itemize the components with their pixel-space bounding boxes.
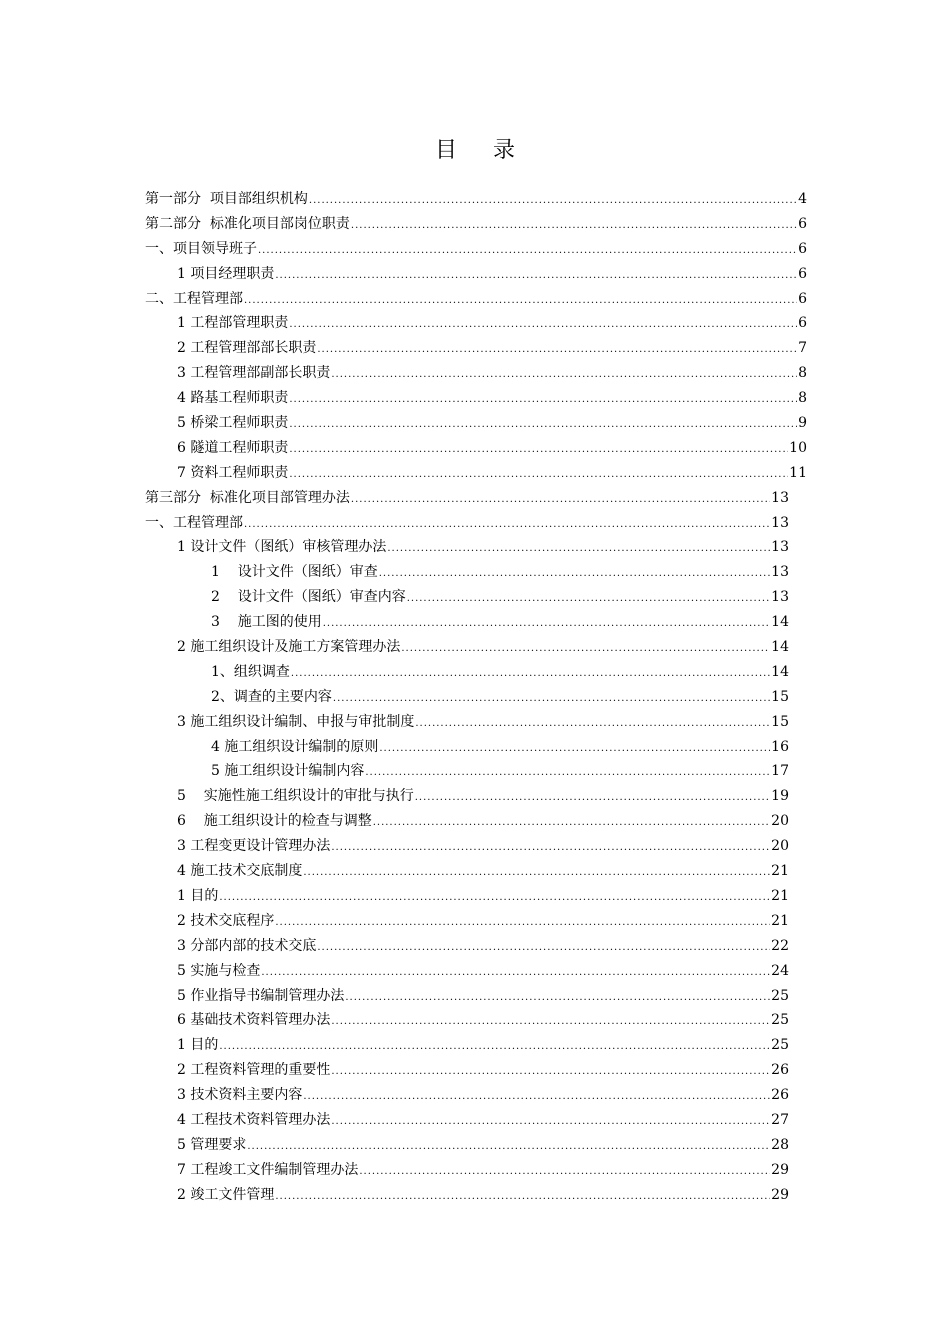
toc-dot-leader	[289, 413, 797, 438]
toc-entry-label: 2、调查的主要内容	[211, 688, 332, 705]
toc-entry-page-number: 9	[798, 415, 807, 432]
toc-dot-leader	[345, 986, 770, 1011]
toc-entry-page-number: 25	[771, 987, 789, 1004]
toc-entry-page-number: 7	[798, 340, 807, 357]
toc-dot-leader	[244, 289, 797, 314]
toc-entry[interactable]	[145, 1108, 807, 1133]
toc-entry-page-number: 25	[771, 1037, 789, 1054]
toc-entry-label: 3 工程管理部副部长职责	[177, 365, 331, 382]
toc-entry-page-number: 11	[789, 464, 807, 481]
toc-dot-leader	[275, 264, 797, 289]
toc-entry-page-number: 10	[789, 439, 807, 456]
toc-entry-page-number: 15	[771, 713, 789, 730]
toc-entry[interactable]	[145, 461, 807, 486]
toc-dot-leader	[323, 612, 770, 637]
toc-entry-label: 1、组织调查	[211, 663, 290, 680]
toc-dot-leader	[331, 1060, 770, 1085]
toc-entry-page-number: 24	[771, 962, 789, 979]
toc-entry[interactable]	[145, 311, 807, 336]
toc-entry-page-number: 27	[771, 1111, 789, 1128]
toc-dot-leader	[373, 811, 770, 836]
toc-dot-leader	[247, 1135, 770, 1160]
toc-entry-page-number: 14	[771, 663, 789, 680]
toc-entry-page-number: 4	[798, 191, 807, 207]
toc-entry-page-number: 20	[771, 813, 789, 830]
toc-dot-leader	[317, 936, 770, 961]
toc-entry-label: 5 实施性施工组织设计的审批与执行	[177, 788, 414, 805]
toc-dot-leader	[359, 1160, 770, 1185]
toc-entry[interactable]	[145, 411, 807, 436]
toc-dot-leader	[331, 1010, 770, 1035]
toc-entry-page-number: 22	[771, 937, 789, 954]
toc-entry-label: 6 施工组织设计的检查与调整	[177, 813, 372, 830]
toc-dot-leader	[303, 1085, 770, 1110]
toc-entry[interactable]	[145, 984, 807, 1009]
toc-entry-page-number: 8	[798, 365, 807, 382]
toc-entry-page-number: 26	[771, 1062, 789, 1079]
toc-entry-page-number: 21	[771, 887, 789, 904]
toc-dot-leader	[244, 513, 770, 538]
toc-dot-leader	[289, 463, 788, 488]
toc-entry-page-number: 25	[771, 1012, 789, 1029]
toc-entry-label: 一、工程管理部	[145, 514, 243, 531]
toc-entry-page-number: 16	[771, 738, 789, 755]
toc-entry[interactable]	[145, 735, 807, 760]
toc-entry[interactable]	[145, 710, 807, 735]
toc-entry-label: 3 工程变更设计管理办法	[177, 838, 331, 855]
toc-entry[interactable]	[145, 1033, 807, 1058]
toc-entry-page-number: 28	[771, 1136, 789, 1153]
toc-dot-leader	[415, 786, 770, 811]
toc-list	[145, 187, 807, 1208]
toc-entry-label: 4 施工组织设计编制的原则	[211, 738, 379, 755]
toc-entry[interactable]	[145, 1183, 807, 1208]
toc-entry-label: 3 施工组织设计编制、申报与审批制度	[177, 713, 415, 730]
toc-entry[interactable]	[145, 809, 807, 834]
toc-entry-label: 一、项目领导班子	[145, 240, 257, 257]
toc-entry-label: 1 设计文件（图纸）审核管理办法	[177, 539, 387, 556]
toc-entry[interactable]	[145, 237, 807, 262]
toc-dot-leader	[219, 1035, 770, 1060]
toc-entry-label: 4 施工技术交底制度	[177, 863, 303, 880]
toc-entry-page-number: 21	[771, 863, 789, 880]
toc-entry-page-number: 6	[798, 215, 807, 232]
toc-entry-page-number: 6	[798, 240, 807, 257]
toc-entry-label: 6 隧道工程师职责	[177, 439, 289, 456]
toc-entry-page-number: 14	[771, 614, 789, 631]
toc-entry-label: 第二部分 标准化项目部岗位职责	[145, 215, 350, 232]
toc-entry[interactable]	[145, 685, 807, 710]
toc-entry-label: 5 施工组织设计编制内容	[211, 763, 365, 780]
toc-dot-leader	[258, 239, 797, 264]
toc-entry[interactable]	[145, 959, 807, 984]
toc-dot-leader	[379, 737, 770, 762]
toc-dot-leader	[365, 761, 770, 786]
toc-entry[interactable]	[145, 336, 807, 361]
toc-entry[interactable]	[145, 784, 807, 809]
toc-entry-label: 1 工程部管理职责	[177, 315, 289, 332]
toc-entry-label: 4 工程技术资料管理办法	[177, 1111, 331, 1128]
toc-entry-page-number: 6	[798, 315, 807, 332]
toc-entry-label: 2 工程资料管理的重要性	[177, 1062, 331, 1079]
toc-dot-leader	[219, 886, 770, 911]
toc-entry[interactable]	[145, 759, 807, 784]
toc-entry-page-number: 8	[798, 390, 807, 407]
toc-dot-leader	[289, 388, 797, 413]
toc-dot-leader	[351, 214, 797, 239]
toc-entry-label: 3 技术资料主要内容	[177, 1087, 303, 1104]
toc-dot-leader	[261, 961, 770, 986]
toc-entry[interactable]	[145, 436, 807, 461]
toc-entry[interactable]	[145, 262, 807, 287]
toc-dot-leader	[289, 313, 797, 338]
toc-dot-leader	[275, 911, 770, 936]
toc-entry[interactable]	[145, 1058, 807, 1083]
toc-entry[interactable]	[145, 287, 807, 312]
toc-entry-label: 第一部分 项目部组织机构	[145, 191, 308, 207]
toc-entry-label: 1 设计文件（图纸）审查	[211, 564, 378, 581]
toc-entry-page-number: 29	[771, 1186, 789, 1203]
toc-dot-leader	[401, 637, 770, 662]
toc-dot-leader	[289, 438, 788, 463]
toc-entry[interactable]	[145, 884, 807, 909]
toc-title: 目录	[434, 138, 551, 163]
toc-entry[interactable]	[145, 1133, 807, 1158]
toc-entry-label: 6 基础技术资料管理办法	[177, 1012, 331, 1029]
toc-dot-leader	[275, 1185, 770, 1210]
toc-entry-page-number: 13	[771, 589, 789, 606]
toc-entry-page-number: 15	[771, 688, 789, 705]
toc-dot-leader	[407, 587, 770, 612]
toc-dot-leader	[309, 189, 797, 214]
toc-entry-label: 5 作业指导书编制管理办法	[177, 987, 345, 1004]
toc-entry-label: 二、工程管理部	[145, 290, 243, 307]
toc-entry[interactable]	[145, 909, 807, 934]
toc-entry-page-number: 17	[771, 763, 789, 780]
toc-entry[interactable]	[145, 610, 807, 635]
toc-entry-page-number: 13	[771, 489, 789, 506]
toc-entry-label: 2 竣工文件管理	[177, 1186, 275, 1203]
toc-entry[interactable]	[145, 386, 807, 411]
toc-entry[interactable]	[145, 585, 807, 610]
toc-entry-label: 1 目的	[177, 1037, 219, 1054]
toc-entry-label: 1 目的	[177, 887, 219, 904]
toc-entry[interactable]	[145, 859, 807, 884]
toc-entry[interactable]	[145, 1158, 807, 1183]
toc-dot-leader	[303, 861, 770, 886]
toc-entry-label: 3 分部内部的技术交底	[177, 937, 317, 954]
toc-entry-label: 7 工程竣工文件编制管理办法	[177, 1161, 359, 1178]
toc-entry-label: 5 实施与检查	[177, 962, 261, 979]
toc-entry-label: 3 施工图的使用	[211, 614, 322, 631]
toc-entry-label: 2 施工组织设计及施工方案管理办法	[177, 639, 401, 656]
toc-entry-label: 第三部分 标准化项目部管理办法	[145, 489, 350, 506]
toc-entry-page-number: 13	[771, 539, 789, 556]
toc-entry[interactable]	[145, 187, 807, 212]
toc-entry-page-number: 6	[798, 290, 807, 307]
toc-entry-label: 5 桥梁工程师职责	[177, 415, 289, 432]
toc-entry-page-number: 13	[771, 564, 789, 581]
toc-dot-leader	[291, 662, 770, 687]
toc-dot-leader	[379, 562, 770, 587]
toc-entry-page-number: 29	[771, 1161, 789, 1178]
toc-entry-page-number: 21	[771, 912, 789, 929]
toc-entry[interactable]	[145, 361, 807, 386]
toc-entry-page-number: 20	[771, 838, 789, 855]
toc-entry[interactable]	[145, 212, 807, 237]
toc-entry-label: 2 工程管理部部长职责	[177, 340, 317, 357]
toc-entry-label: 7 资料工程师职责	[177, 464, 289, 481]
toc-entry-page-number: 14	[771, 639, 789, 656]
toc-entry[interactable]	[145, 1083, 807, 1108]
toc-entry[interactable]	[145, 1008, 807, 1033]
toc-entry[interactable]	[145, 635, 807, 660]
toc-entry-label: 2 设计文件（图纸）审查内容	[211, 589, 406, 606]
toc-entry-page-number: 19	[771, 788, 789, 805]
toc-entry[interactable]	[145, 535, 807, 560]
toc-dot-leader	[415, 712, 770, 737]
toc-entry[interactable]	[145, 934, 807, 959]
toc-dot-leader	[331, 1110, 770, 1135]
toc-entry-label: 5 管理要求	[177, 1136, 247, 1153]
toc-dot-leader	[331, 363, 797, 388]
toc-entry[interactable]	[145, 511, 807, 536]
toc-entry-page-number: 13	[771, 514, 789, 531]
toc-dot-leader	[351, 488, 770, 513]
toc-entry-page-number: 26	[771, 1087, 789, 1104]
toc-entry[interactable]	[145, 486, 807, 511]
toc-dot-leader	[333, 687, 770, 712]
toc-entry-label: 2 技术交底程序	[177, 912, 275, 929]
toc-entry-label: 1 项目经理职责	[177, 265, 275, 282]
toc-entry[interactable]	[145, 660, 807, 685]
toc-entry[interactable]	[145, 560, 807, 585]
toc-dot-leader	[331, 836, 770, 861]
toc-entry-page-number: 6	[798, 265, 807, 282]
toc-dot-leader	[387, 537, 770, 562]
toc-dot-leader	[317, 338, 797, 363]
toc-entry[interactable]	[145, 834, 807, 859]
toc-entry-label: 4 路基工程师职责	[177, 390, 289, 407]
